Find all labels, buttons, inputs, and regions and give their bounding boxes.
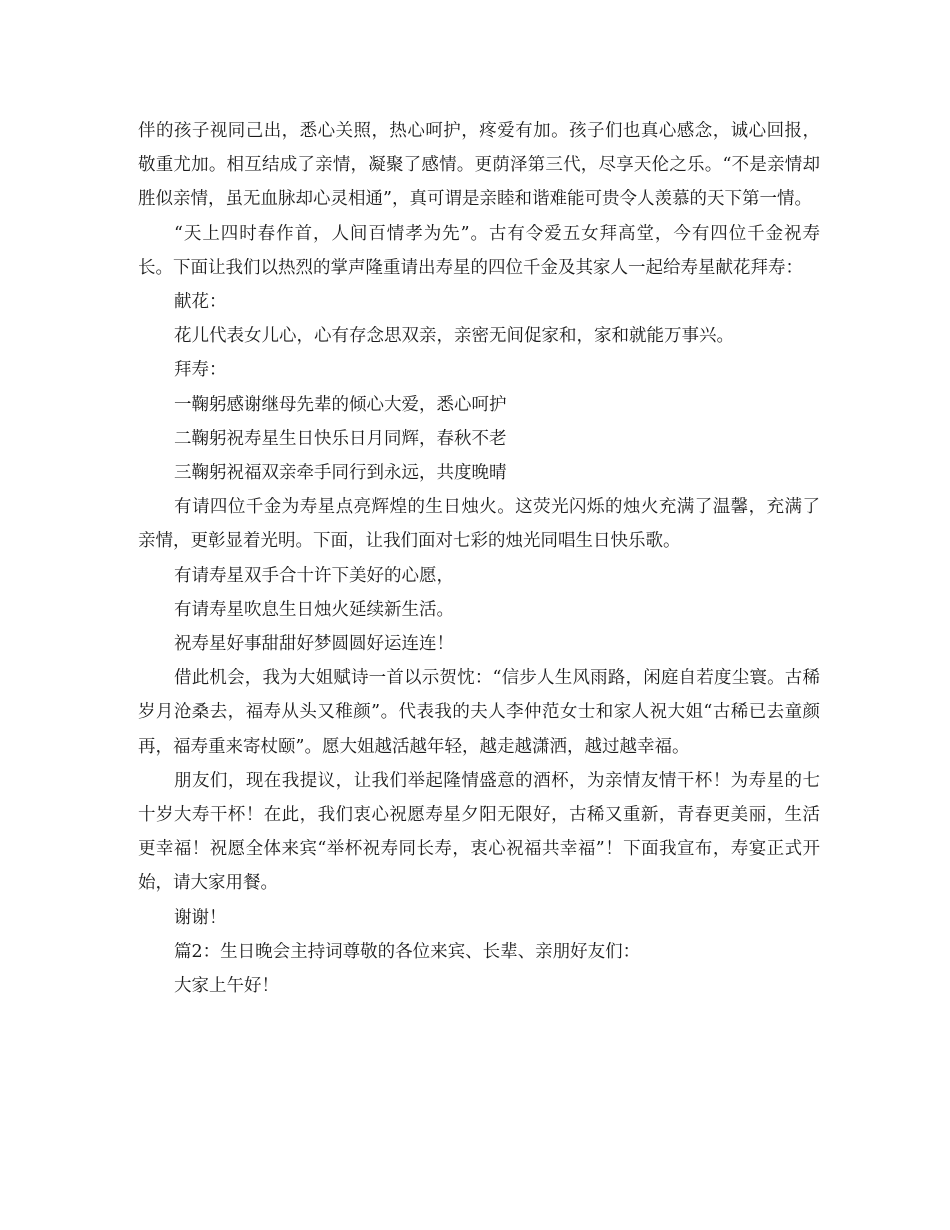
paragraph: 有请寿星双手合十许下美好的心愿， bbox=[174, 565, 454, 586]
paragraph: 花儿代表女儿心，心有存念思双亲，亲密无间促家和，家和就能万事兴。 bbox=[174, 326, 734, 347]
paragraph: 谢谢！ bbox=[174, 907, 227, 928]
paragraph: 朋友们，现在我提议，让我们举起隆情盛意的酒杯，为亲情友情干杯！为寿星的七十岁大寿干杯！在此，我们衷心祝愿寿星夕阳无限好，古稀又重新，青春更美丽，生活更幸福！祝愿全体来宾“举杯祝寿同长寿，衷心祝福共幸福”！下面我宣布，寿宴正式开始，请大家用餐。 bbox=[138, 770, 820, 894]
paragraph: 献花： bbox=[174, 292, 227, 313]
paragraph: 大家上午好！ bbox=[174, 976, 279, 997]
paragraph: 有请寿星吹息生日烛火延续新生活。 bbox=[174, 599, 454, 620]
paragraph: 三鞠躬祝福双亲牵手同行到永远，共度晚晴 bbox=[174, 463, 507, 484]
paragraph: 伴的孩子视同己出，悉心关照，热心呵护，疼爱有加。孩子们也真心感念，诚心回报，敬重尤加。相互结成了亲情，凝聚了感情。更荫泽第三代，尽享天伦之乐。“不是亲情却胜似亲情，虽无血脉却心灵相通”，真可谓是亲睦和谐难能可贵令人羡慕的天下第一情。 bbox=[138, 121, 820, 210]
paragraph: 拜寿： bbox=[174, 360, 227, 381]
section-heading: 篇2：生日晚会主持词尊敬的各位来宾、长辈、亲朋好友们： bbox=[174, 941, 641, 962]
paragraph: 借此机会，我为大姐赋诗一首以示贺忱：“信步人生风雨路，闲庭自若度尘寰。古稀岁月沧桑去，福寿从头又稚颜”。代表我的夫人李仲范女士和家人祝大姐“古稀已去童颜再，福寿重来寄杖颐”。愿大姐越活越年轻，越走越潇洒，越过越幸福。 bbox=[138, 668, 820, 757]
paragraph: “天上四时春作首，人间百情孝为先”。古有令爱五女拜高堂，今有四位千金祝寿长。下面让我们以热烈的掌声隆重请出寿星的四位千金及其家人一起给寿星献花拜寿： bbox=[138, 223, 820, 278]
document-body bbox=[138, 114, 820, 1003]
paragraph: 一鞠躬感谢继母先辈的倾心大爱，悉心呵护 bbox=[174, 394, 507, 415]
paragraph: 祝寿星好事甜甜好梦圆圆好运连连！ bbox=[174, 634, 454, 655]
paragraph: 二鞠躬祝寿星生日快乐日月同辉，春秋不老 bbox=[174, 428, 507, 449]
paragraph: 有请四位千金为寿星点亮辉煌的生日烛火。这荧光闪烁的烛火充满了温馨，充满了亲情，更彰显着光明。下面，让我们面对七彩的烛光同唱生日快乐歌。 bbox=[138, 497, 820, 552]
